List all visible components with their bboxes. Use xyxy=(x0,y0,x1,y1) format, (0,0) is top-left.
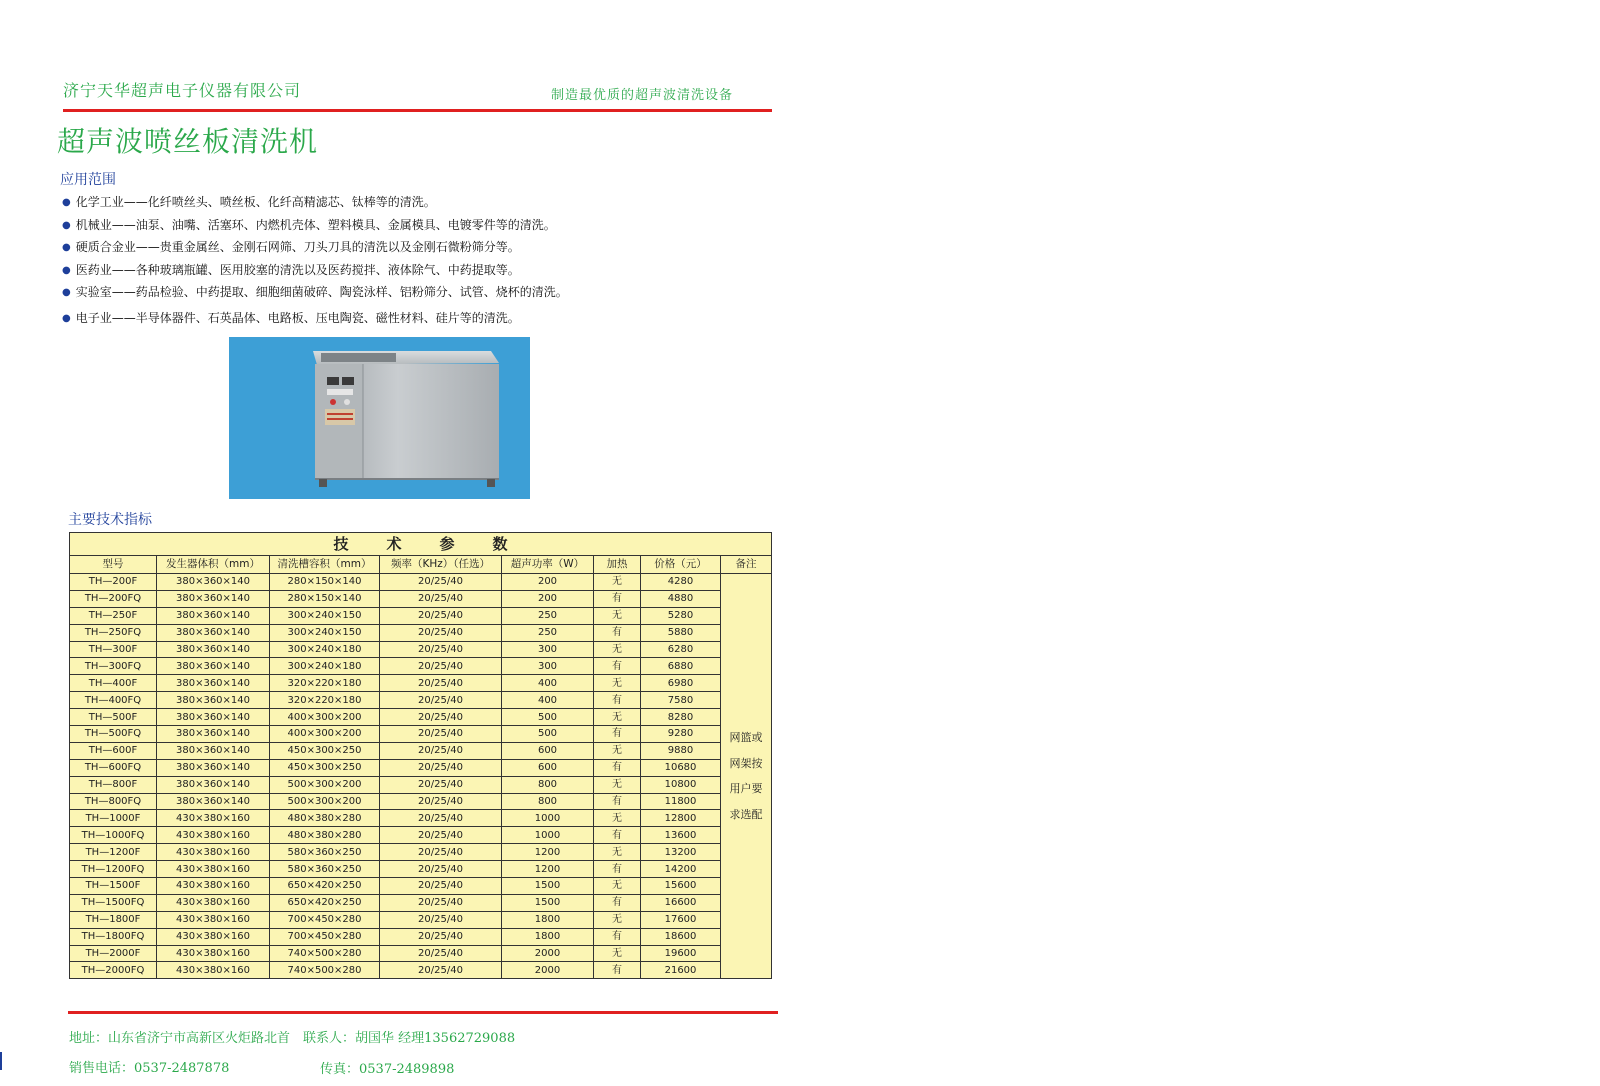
table-row xyxy=(70,574,772,591)
table-cell: TH—1500FQ xyxy=(70,894,157,911)
table-cell: 300×240×150 xyxy=(270,624,380,641)
table-row xyxy=(70,928,772,945)
table-row xyxy=(70,658,772,675)
table-cell: 有 xyxy=(594,759,641,776)
table-cell: 450×300×250 xyxy=(270,759,380,776)
sales-phone: 销售电话：0537-2487878 xyxy=(69,1061,230,1076)
table-cell: TH—800FQ xyxy=(70,793,157,810)
table-row xyxy=(70,692,772,709)
table-cell: 650×420×250 xyxy=(270,878,380,895)
list-item: ● 硬质合金业——贵重金属丝、金刚石网筛、刀头刀具的清洗以及金刚石微粉筛分等。 xyxy=(62,240,520,254)
bullet-icon: ● xyxy=(62,287,71,298)
table-cell: 600 xyxy=(502,759,594,776)
column-header: 备注 xyxy=(721,556,772,574)
table-cell: TH—500F xyxy=(70,709,157,726)
table-cell: 20/25/40 xyxy=(380,675,502,692)
bullet-icon: ● xyxy=(62,312,71,324)
table-cell: 650×420×250 xyxy=(270,894,380,911)
table-cell: 9880 xyxy=(641,742,721,759)
table-cell: 有 xyxy=(594,894,641,911)
table-row xyxy=(70,675,772,692)
table-cell: 430×380×160 xyxy=(157,928,270,945)
table-cell: 480×380×280 xyxy=(270,827,380,844)
table-row xyxy=(70,759,772,776)
table-cell: TH—600FQ xyxy=(70,759,157,776)
table-cell: 20/25/40 xyxy=(380,692,502,709)
table-cell: 1500 xyxy=(502,878,594,895)
table-cell: 280×150×140 xyxy=(270,590,380,607)
table-cell: TH—1800F xyxy=(70,911,157,928)
table-cell: 20/25/40 xyxy=(380,894,502,911)
slogan: 制造最优质的超声波清洗设备 xyxy=(551,88,734,103)
page-title: 超声波喷丝板清洗机 xyxy=(57,125,319,158)
table-cell: 有 xyxy=(594,624,641,641)
fax-number: 传真：0537-2489898 xyxy=(320,1062,455,1077)
table-cell: 无 xyxy=(594,945,641,962)
list-item: ● 化学工业——化纤喷丝头、喷丝板、化纤高精滤芯、钛棒等的清洗。 xyxy=(62,195,436,209)
table-cell: 2000 xyxy=(502,945,594,962)
table-cell: 20/25/40 xyxy=(380,911,502,928)
column-header: 频率（KHz）（任选） xyxy=(380,556,502,574)
table-cell: 有 xyxy=(594,658,641,675)
table-cell: 19600 xyxy=(641,945,721,962)
table-cell: 430×380×160 xyxy=(157,844,270,861)
table-cell: 20/25/40 xyxy=(380,962,502,979)
table-cell: 450×300×250 xyxy=(270,742,380,759)
footer-divider xyxy=(68,1011,778,1014)
table-cell: TH—400F xyxy=(70,675,157,692)
table-cell: 18600 xyxy=(641,928,721,945)
table-cell: 200 xyxy=(502,574,594,591)
table-cell: 15600 xyxy=(641,878,721,895)
table-cell: TH—1800FQ xyxy=(70,928,157,945)
list-item: ● 实验室——药品检验、中药提取、细胞细菌破碎、陶瓷泳样、铝粉筛分、试管、烧杯的清洗。 xyxy=(62,285,568,299)
table-cell: 20/25/40 xyxy=(380,709,502,726)
table-cell: 300×240×150 xyxy=(270,607,380,624)
table-cell: 有 xyxy=(594,590,641,607)
table-cell: 16600 xyxy=(641,894,721,911)
table-cell: 300×240×180 xyxy=(270,641,380,658)
bullet-icon: ● xyxy=(62,264,71,276)
table-cell: TH—2000F xyxy=(70,945,157,962)
table-cell: 无 xyxy=(594,742,641,759)
product-photo xyxy=(229,337,530,499)
table-cell: TH—2000FQ xyxy=(70,962,157,979)
table-cell: 320×220×180 xyxy=(270,692,380,709)
table-cell: 320×220×180 xyxy=(270,675,380,692)
table-cell: 20/25/40 xyxy=(380,624,502,641)
table-cell: 无 xyxy=(594,911,641,928)
table-cell: 6980 xyxy=(641,675,721,692)
table-cell: 有 xyxy=(594,793,641,810)
table-cell: TH—1000F xyxy=(70,810,157,827)
table-row xyxy=(70,607,772,624)
table-row xyxy=(70,709,772,726)
table-row xyxy=(70,844,772,861)
table-cell: TH—200F xyxy=(70,574,157,591)
table-cell: 430×380×160 xyxy=(157,945,270,962)
table-cell: 7580 xyxy=(641,692,721,709)
table-cell: 20/25/40 xyxy=(380,793,502,810)
table-cell: 20/25/40 xyxy=(380,658,502,675)
list-item: ● 医药业——各种玻璃瓶罐、医用胶塞的清洗以及医药搅拌、液体除气、中药提取等。 xyxy=(62,262,520,277)
table-cell: 380×360×140 xyxy=(157,675,270,692)
table-row xyxy=(70,726,772,743)
table-cell: 13600 xyxy=(641,827,721,844)
table-cell: 380×360×140 xyxy=(157,607,270,624)
table-cell: 480×380×280 xyxy=(270,810,380,827)
table-cell: 无 xyxy=(594,844,641,861)
table-cell: TH—1000FQ xyxy=(70,827,157,844)
table-cell: 5280 xyxy=(641,607,721,624)
table-cell: 400×300×200 xyxy=(270,726,380,743)
table-cell: 有 xyxy=(594,928,641,945)
table-cell: 20/25/40 xyxy=(380,590,502,607)
table-cell: TH—400FQ xyxy=(70,692,157,709)
table-cell: 740×500×280 xyxy=(270,962,380,979)
table-row xyxy=(70,793,772,810)
table-row xyxy=(70,776,772,793)
table-cell: 430×380×160 xyxy=(157,861,270,878)
table-cell: 6880 xyxy=(641,658,721,675)
bullet-icon: ● xyxy=(62,219,71,231)
table-cell: 800 xyxy=(502,776,594,793)
table-row xyxy=(70,810,772,827)
table-cell: TH—1200FQ xyxy=(70,861,157,878)
table-cell: 380×360×140 xyxy=(157,709,270,726)
table-cell: 380×360×140 xyxy=(157,641,270,658)
table-row xyxy=(70,742,772,759)
table-row xyxy=(70,827,772,844)
table-cell: 有 xyxy=(594,861,641,878)
table-cell: 250 xyxy=(502,624,594,641)
table-cell: 700×450×280 xyxy=(270,928,380,945)
table-cell: 400×300×200 xyxy=(270,709,380,726)
table-cell: 430×380×160 xyxy=(157,810,270,827)
table-row xyxy=(70,861,772,878)
table-cell: 380×360×140 xyxy=(157,658,270,675)
table-cell: 380×360×140 xyxy=(157,726,270,743)
table-cell: TH—200FQ xyxy=(70,590,157,607)
table-row xyxy=(70,945,772,962)
table-cell: 430×380×160 xyxy=(157,894,270,911)
table-cell: 430×380×160 xyxy=(157,827,270,844)
table-cell: 8280 xyxy=(641,709,721,726)
table-cell: 380×360×140 xyxy=(157,574,270,591)
table-cell: 20/25/40 xyxy=(380,742,502,759)
list-item: ● 电子业——半导体器件、石英晶体、电路板、压电陶瓷、磁性材料、硅片等的清洗。 xyxy=(62,310,520,325)
table-cell: 17600 xyxy=(641,911,721,928)
table-row xyxy=(70,894,772,911)
table-cell: 20/25/40 xyxy=(380,641,502,658)
table-cell: 11800 xyxy=(641,793,721,810)
address: 地址：山东省济宁市高新区火炬路北首 联系人：胡国华 经理13562729088 xyxy=(69,1031,516,1046)
table-cell: TH—800F xyxy=(70,776,157,793)
table-cell: 20/25/40 xyxy=(380,928,502,945)
table-cell: 1800 xyxy=(502,928,594,945)
table-cell: TH—300FQ xyxy=(70,658,157,675)
table-row xyxy=(70,590,772,607)
table-cell: 有 xyxy=(594,827,641,844)
table-cell: 280×150×140 xyxy=(270,574,380,591)
table-cell: 300×240×180 xyxy=(270,658,380,675)
table-cell: 无 xyxy=(594,776,641,793)
table-cell: 20/25/40 xyxy=(380,726,502,743)
table-cell: 500×300×200 xyxy=(270,793,380,810)
spec-table xyxy=(69,532,772,979)
table-cell: TH—250F xyxy=(70,607,157,624)
table-cell: 20/25/40 xyxy=(380,878,502,895)
table-cell: TH—600F xyxy=(70,742,157,759)
table-cell: 600 xyxy=(502,742,594,759)
table-cell: TH—250FQ xyxy=(70,624,157,641)
table-cell: 380×360×140 xyxy=(157,624,270,641)
table-cell: 700×450×280 xyxy=(270,911,380,928)
applications-list xyxy=(62,192,568,330)
table-cell: 20/25/40 xyxy=(380,844,502,861)
table-row xyxy=(70,878,772,895)
table-cell: 4280 xyxy=(641,574,721,591)
table-cell: 1000 xyxy=(502,810,594,827)
cleaning-machine-image xyxy=(229,337,530,499)
table-cell: 20/25/40 xyxy=(380,574,502,591)
table-cell: 400 xyxy=(502,675,594,692)
table-row xyxy=(70,962,772,979)
table-cell: 1200 xyxy=(502,844,594,861)
column-header: 价格（元） xyxy=(641,556,721,574)
table-cell: 380×360×140 xyxy=(157,692,270,709)
table-cell: 380×360×140 xyxy=(157,793,270,810)
bullet-icon: ● xyxy=(62,197,71,208)
table-cell: 300 xyxy=(502,641,594,658)
table-cell: 800 xyxy=(502,793,594,810)
table-row xyxy=(70,624,772,641)
table-cell: 20/25/40 xyxy=(380,759,502,776)
table-cell: 10680 xyxy=(641,759,721,776)
table-row xyxy=(70,911,772,928)
table-cell: 380×360×140 xyxy=(157,590,270,607)
table-cell: 无 xyxy=(594,709,641,726)
table-cell: 2000 xyxy=(502,962,594,979)
table-cell: 500 xyxy=(502,726,594,743)
table-cell: 21600 xyxy=(641,962,721,979)
table-cell: 14200 xyxy=(641,861,721,878)
table-cell: 20/25/40 xyxy=(380,861,502,878)
table-cell: 无 xyxy=(594,675,641,692)
table-title: 技术参数 xyxy=(70,533,772,556)
table-cell: 430×380×160 xyxy=(157,878,270,895)
table-cell: 1800 xyxy=(502,911,594,928)
table-cell: 20/25/40 xyxy=(380,607,502,624)
table-cell: 20/25/40 xyxy=(380,827,502,844)
table-cell: 12800 xyxy=(641,810,721,827)
table-cell: 20/25/40 xyxy=(380,945,502,962)
table-cell: TH—500FQ xyxy=(70,726,157,743)
table-cell: 9280 xyxy=(641,726,721,743)
column-header: 型号 xyxy=(70,556,157,574)
table-cell: 740×500×280 xyxy=(270,945,380,962)
table-cell: 500×300×200 xyxy=(270,776,380,793)
column-header: 加热 xyxy=(594,556,641,574)
table-cell: 250 xyxy=(502,607,594,624)
applications-heading: 应用范围 xyxy=(60,172,116,188)
company-name: 济宁天华超声电子仪器有限公司 xyxy=(63,81,302,100)
table-cell: 300 xyxy=(502,658,594,675)
header-divider xyxy=(63,109,772,112)
bullet-icon: ● xyxy=(62,242,71,253)
table-cell: 430×380×160 xyxy=(157,962,270,979)
table-row xyxy=(70,641,772,658)
column-header: 发生器体积（mm） xyxy=(157,556,270,574)
table-cell: 无 xyxy=(594,607,641,624)
table-cell: 无 xyxy=(594,810,641,827)
table-cell: 无 xyxy=(594,641,641,658)
table-cell: 6280 xyxy=(641,641,721,658)
table-cell: 有 xyxy=(594,692,641,709)
table-cell: 1000 xyxy=(502,827,594,844)
table-cell: 380×360×140 xyxy=(157,776,270,793)
table-cell: 1500 xyxy=(502,894,594,911)
table-cell: 500 xyxy=(502,709,594,726)
specs-heading: 主要技术指标 xyxy=(68,512,152,528)
table-cell: 1200 xyxy=(502,861,594,878)
table-cell: TH—1500F xyxy=(70,878,157,895)
table-header-row xyxy=(70,556,772,574)
table-cell: 13200 xyxy=(641,844,721,861)
list-item: ● 机械业——油泵、油嘴、活塞环、内燃机壳体、塑料模具、金属模具、电镀零件等的清洗。 xyxy=(62,217,556,232)
table-cell: 4880 xyxy=(641,590,721,607)
column-header: 清洗槽容积（mm） xyxy=(270,556,380,574)
table-cell: TH—1200F xyxy=(70,844,157,861)
table-cell: 430×380×160 xyxy=(157,911,270,928)
table-cell: 200 xyxy=(502,590,594,607)
table-cell: 380×360×140 xyxy=(157,759,270,776)
remarks-cell: 网篮或网架按用户要求选配 xyxy=(721,574,772,979)
table-cell: 无 xyxy=(594,878,641,895)
table-cell: 580×360×250 xyxy=(270,861,380,878)
table-cell: 有 xyxy=(594,726,641,743)
table-cell: 5880 xyxy=(641,624,721,641)
table-cell: 20/25/40 xyxy=(380,810,502,827)
table-cell: 400 xyxy=(502,692,594,709)
table-cell: 有 xyxy=(594,962,641,979)
table-cell: TH—300F xyxy=(70,641,157,658)
table-cell: 10800 xyxy=(641,776,721,793)
table-cell: 580×360×250 xyxy=(270,844,380,861)
table-cell: 无 xyxy=(594,574,641,591)
table-cell: 380×360×140 xyxy=(157,742,270,759)
table-cell: 20/25/40 xyxy=(380,776,502,793)
column-header: 超声功率（W） xyxy=(502,556,594,574)
edge-mark xyxy=(0,1052,2,1070)
